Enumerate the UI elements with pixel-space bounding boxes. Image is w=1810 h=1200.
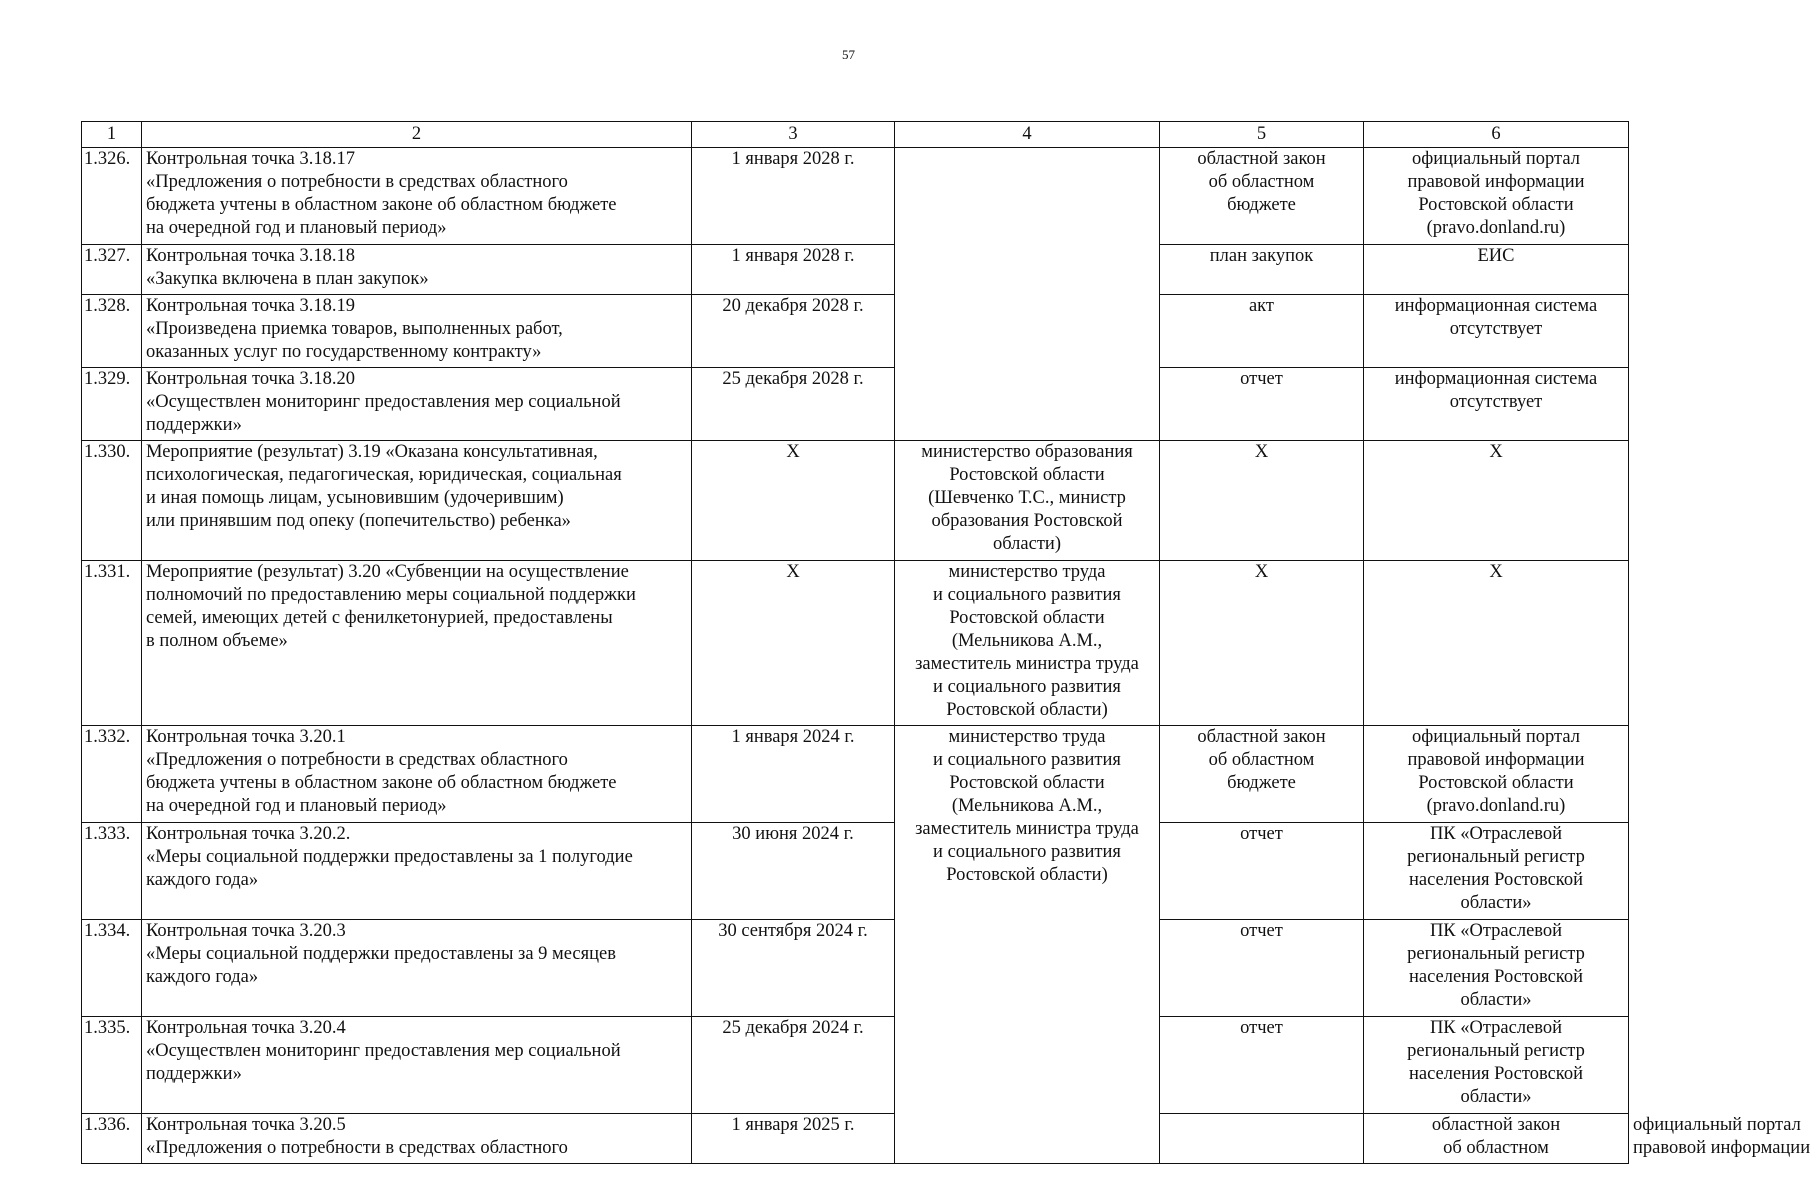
row-date: 1 января 2028 г. [692,245,895,295]
system-line: Ростовской области [1418,773,1574,793]
description-line: бюджета учтены в областном законе об областном бюджете [146,773,617,793]
system-line: ПК «Отраслевой [1429,921,1563,941]
description-line: «Меры социальной поддержки предоставлены за 9 месяцев [146,944,616,964]
row-system [1364,148,1629,245]
system-line: населения Ростовской [1408,1064,1583,1084]
responsible-line: и социального развития [933,585,1121,605]
row-number: 1.330. [82,441,142,561]
row-date: 20 декабря 2028 г. [692,295,895,368]
row-description [142,245,692,295]
system-line: населения Ростовской [1408,967,1583,987]
row-document: отчет [1160,920,1364,1017]
document-line: бюджете [1227,195,1296,215]
row-date: 25 декабря 2024 г. [692,1017,895,1114]
row-document: отчет [1160,368,1364,441]
description-line: полномочий по предоставлению меры социальной поддержки [146,585,636,605]
description-line: «Меры социальной поддержки предоставлены за 1 полугодие [146,847,633,867]
row-system [1364,368,1629,441]
responsible-line: заместитель министра труда [915,819,1139,839]
table-row [82,561,1629,726]
system-line: региональный регистр [1407,944,1585,964]
row-responsible-empty [895,148,1160,441]
row-number: 1.332. [82,726,142,823]
description-line: Мероприятие (результат) 3.20 «Субвенции на осуществление [146,562,629,582]
system-line: информационная система [1394,296,1598,316]
description-line: Контрольная точка 3.18.17 [146,149,356,169]
system-line: населения Ростовской [1408,870,1583,890]
responsible-line: министерство образования [921,442,1133,462]
responsible-line: образования Ростовской [931,511,1123,531]
responsible-line: и социального развития [933,750,1121,770]
description-line: «Осуществлен мониторинг предоставления мер социальной [146,392,621,412]
row-system: Х [1364,561,1629,726]
document-line: бюджете [1227,773,1296,793]
description-line: каждого года» [146,967,259,987]
table-row [82,1017,1629,1114]
description-line: «Осуществлен мониторинг предоставления мер социальной [146,1041,621,1061]
responsible-line: Ростовской области [949,773,1105,793]
description-line: семей, имеющих детей с фенилкетонурией, предоставлены [146,608,613,628]
row-date: Х [692,561,895,726]
row-document: акт [1160,295,1364,368]
row-number: 1.326. [82,148,142,245]
table-row [82,920,1629,1017]
description-line: психологическая, педагогическая, юридическая, социальная [146,465,622,485]
system-line: региональный регистр [1407,1041,1585,1061]
row-date: 30 июня 2024 г. [692,823,895,920]
description-line: и иная помощь лицам, усыновившим (удочерившим) [146,488,564,508]
row-description [142,726,692,823]
row-description [142,368,692,441]
responsible-line: и социального развития [933,842,1121,862]
description-line: «Закупка включена в план закупок» [146,269,429,289]
system-line: региональный регистр [1407,847,1585,867]
system-line: области» [1460,990,1532,1010]
description-line: «Предложения о потребности в средствах областного [146,1138,568,1158]
system-line: отсутствует [1449,319,1543,339]
row-number: 1.329. [82,368,142,441]
description-line: в полном объеме» [146,631,288,651]
row-responsible [895,726,1160,1164]
table-row: 1.336. Контрольная точка 3.20.5 «Предложения о потребности в средствах областного 1 января 2025 г. областной закон об областном официальный портал правовой информации [82,1114,1629,1164]
responsible-line: (Мельникова А.М., [951,796,1103,816]
row-date: 1 января 2024 г. [692,726,895,823]
table-row [82,726,1629,823]
row-system [1364,726,1629,823]
system-line: Ростовской области [1418,195,1574,215]
description-line: каждого года» [146,870,259,890]
description-line: Мероприятие (результат) 3.19 «Оказана консультативная, [146,442,598,462]
description-line: «Предложения о потребности в средствах областного [146,172,568,192]
system-line: ПК «Отраслевой [1429,824,1563,844]
row-date: 1 января 2025 г. [692,1114,895,1164]
row-description [142,823,692,920]
row-date: 25 декабря 2028 г. [692,368,895,441]
responsible-line: Ростовской области [949,608,1105,628]
row-document [1364,1114,1629,1164]
system-line: правовой информации [1407,172,1585,192]
table-row [82,148,1629,245]
row-document: план закупок [1160,245,1364,295]
row-number: 1.336. [82,1114,142,1164]
row-number: 1.334. [82,920,142,1017]
row-description [142,561,692,726]
row-date: Х [692,441,895,561]
description-line: «Предложения о потребности в средствах областного [146,750,568,770]
description-line: оказанных услуг по государственному контракту» [146,342,542,362]
description-line: Контрольная точка 3.20.3 [146,921,346,941]
description-line: на очередной год и плановый период» [146,796,447,816]
table-header-row [82,122,1629,148]
system-line: (pravo.donland.ru) [1426,218,1566,238]
row-system: ЕИС [1364,245,1629,295]
responsible-line: Ростовской области [949,465,1105,485]
column-header: 6 [1364,122,1629,148]
row-responsible [895,561,1160,726]
system-line: области» [1460,893,1532,913]
row-responsible-empty [1160,1114,1364,1164]
system-line: официальный портал [1412,149,1580,169]
row-system: Х [1364,441,1629,561]
system-line: правовой информации [1407,750,1585,770]
column-header: 3 [692,122,895,148]
system-line: официальный портал [1412,727,1580,747]
system-line: информационная система [1394,369,1598,389]
row-date: 30 сентября 2024 г. [692,920,895,1017]
row-date: 1 января 2028 г. [692,148,895,245]
column-header: 2 [142,122,692,148]
page-number: 57 [842,47,855,62]
row-document: отчет [1160,1017,1364,1114]
document-line: областной закон [1431,1115,1561,1135]
description-line: «Произведена приемка товаров, выполненных работ, [146,319,563,339]
table-row [82,823,1629,920]
row-system [1364,295,1629,368]
row-number: 1.335. [82,1017,142,1114]
document-line: областной закон [1197,149,1326,169]
description-line: Контрольная точка 3.20.5 [146,1115,346,1135]
row-description [142,920,692,1017]
table-row [82,245,1629,295]
row-responsible [895,441,1160,561]
description-line: Контрольная точка 3.18.19 [146,296,356,316]
row-number: 1.327. [82,245,142,295]
row-document [1160,148,1364,245]
document-line: об областном [1208,750,1315,770]
description-line: Контрольная точка 3.20.2. [146,824,351,844]
row-system [1364,920,1629,1017]
responsible-line: (Шевченко Т.С., министр [928,488,1126,508]
description-line: Контрольная точка 3.18.20 [146,369,356,389]
description-line: Контрольная точка 3.18.18 [146,246,356,266]
description-line: Контрольная точка 3.20.4 [146,1018,346,1038]
responsible-line: министерство труда [948,562,1106,582]
system-line: области» [1460,1087,1532,1107]
description-line: или принявшим под опеку (попечительство) ребенка» [146,511,571,531]
column-header: 1 [82,122,142,148]
description-line: Контрольная точка 3.20.1 [146,727,346,747]
responsible-line: заместитель министра труда [915,654,1139,674]
system-line: отсутствует [1449,392,1543,412]
description-line: на очередной год и плановый период» [146,218,447,238]
row-document: Х [1160,441,1364,561]
responsible-line: и социального развития [933,677,1121,697]
description-line: поддержки» [146,415,242,435]
responsible-line: (Мельникова А.М., [951,631,1103,651]
row-description [142,148,692,245]
table-row [82,295,1629,368]
document-line: об областном [1443,1138,1549,1158]
row-document: Х [1160,561,1364,726]
responsible-line: Ростовской области) [946,700,1108,720]
table-row [82,368,1629,441]
column-header: 4 [895,122,1160,148]
responsible-line: министерство труда [948,727,1106,747]
table-row [82,441,1629,561]
row-number: 1.331. [82,561,142,726]
row-document [1160,726,1364,823]
column-header: 5 [1160,122,1364,148]
system-line: ПК «Отраслевой [1429,1018,1563,1038]
row-system [1364,823,1629,920]
responsible-line: области) [992,534,1061,554]
responsible-line: Ростовской области) [946,865,1108,885]
row-description [142,295,692,368]
document-line: об областном [1208,172,1315,192]
row-document: отчет [1160,823,1364,920]
document-line: областной закон [1197,727,1326,747]
row-description [142,1017,692,1114]
row-description [142,441,692,561]
description-line: бюджета учтены в областном законе об областном бюджете [146,195,617,215]
row-system [1364,1017,1629,1114]
row-description [142,1114,692,1164]
row-number: 1.333. [82,823,142,920]
system-line: (pravo.donland.ru) [1426,796,1566,816]
control-points-table [81,121,1810,1164]
description-line: поддержки» [146,1064,242,1084]
row-number: 1.328. [82,295,142,368]
